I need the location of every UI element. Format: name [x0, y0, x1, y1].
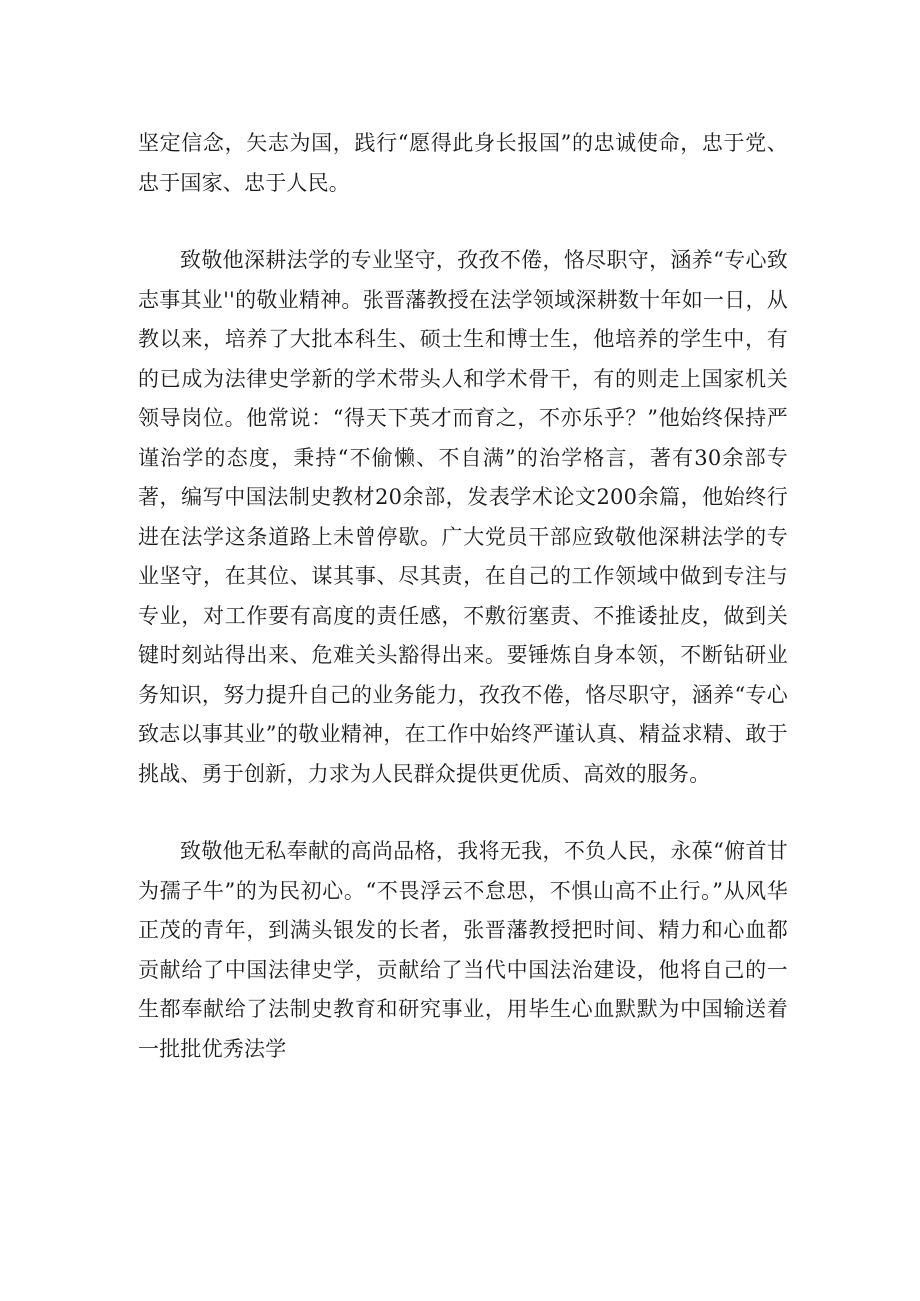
paragraph-1: 坚定信念，矢志为国，践行“愿得此身长报国”的忠诚使命，忠于党、忠于国家、忠于人民。 [138, 131, 788, 195]
paragraph-2: 致敬他深耕法学的专业坚守，孜孜不倦，恪尽职守，涵养“专心致志事其业''的敬业精神。张晋藩教授在法学领域深耕数十年如一日，从教以来，培养了大批本科生、硕士生和博士生，他培养的学生中，有的已成为法律史学新的学术带头人和学术骨干，有的则走上国家机关领导岗位。他常说：“得天下英才而育之，不亦乐乎？”他始终保持严谨治学的态度，秉持“不偷懒、不自满”的治学格言，著有30余部专著，编写中国法制史教材20余部，发表学术论文200余篇，他始终行进在法学这条道路上未曾停歇。广大党员干部应致敬他深耕法学的专业坚守，在其位、谋其事、尽其责，在自己的工作领域中做到专注与专业，对工作要有高度的责任感，不敷衍塞责、不推诿扯皮，做到关键时刻站得出来、危难关头豁得出来。要锤炼自身本领，不断钻研业务知识，努力提升自己的业务能力，孜孜不倦，恪尽职守，涵养“专心致志以事其业”的敬业精神，在工作中始终严谨认真、精益求精、敢于挑战、勇于创新，力求为人民群众提供更优质、高效的服务。 [138, 248, 788, 786]
body-text [138, 124, 788, 1069]
paragraph-3: 致敬他无私奉献的高尚品格，我将无我，不负人民，永葆“俯首甘为孺子牛”的为民初心。“不畏浮云不怠思，不惧山高不止行。”从风华正茂的青年，到满头银发的长者，张晋藩教授把时间、精力和心血都贡献给了中国法律史学，贡献给了当代中国法治建设，他将自己的一生都奉献给了法制史教育和研究事业，用毕生心血默默为中国输送着一批批优秀法学 [138, 839, 788, 1061]
